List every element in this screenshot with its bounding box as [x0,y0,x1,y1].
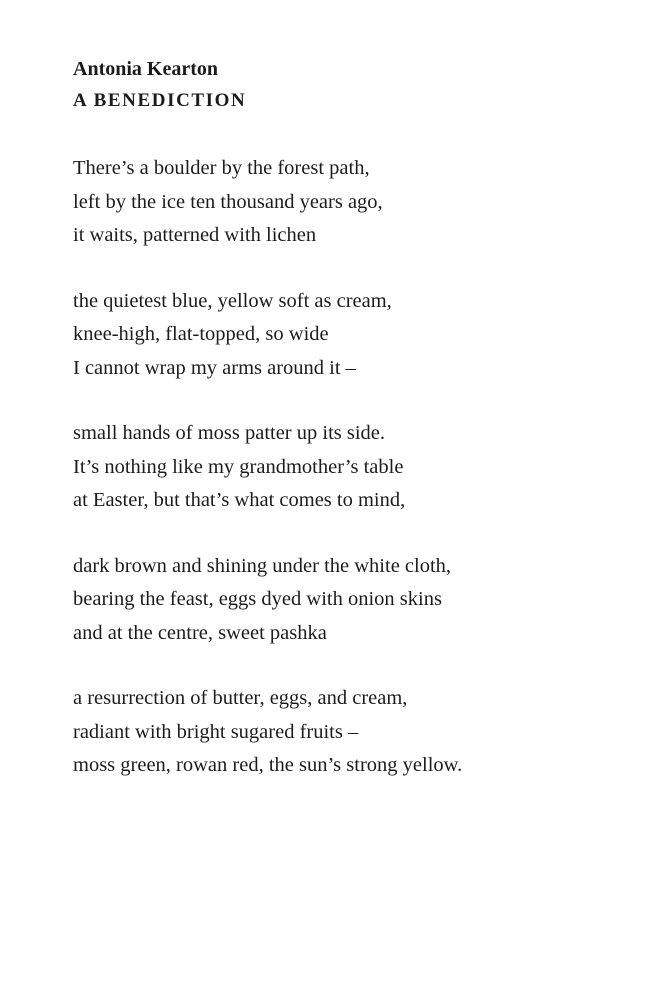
poem-line: moss green, rowan red, the sun’s strong yellow. [73,754,463,776]
poem-line: at Easter, but that’s what comes to mind, [73,489,406,511]
poem-line: There’s a boulder by the forest path, [73,157,370,179]
stanza-5 [73,682,643,783]
poem-line: the quietest blue, yellow soft as cream, [73,289,392,312]
poem-line: small hands of moss patter up its side. [73,422,386,444]
poem-line: knee-high, flat-topped, so wide [73,323,329,345]
stanza-1 [73,152,643,253]
poem-line: it waits, patterned with lichen [73,224,317,246]
poem-line: I cannot wrap my arms around it – [73,356,356,379]
poem-line: and at the centre, sweet pashka [73,621,327,644]
poem-body [73,152,643,783]
poem-line: dark brown and shining under the white cloth, [73,554,452,577]
stanza-3 [73,417,643,518]
poem-title: A BENEDICTION [73,90,247,111]
poem-line: a resurrection of butter, eggs, and cream, [73,687,408,709]
author-name: Antonia Kearton [73,58,218,80]
stanza-2 [73,285,643,386]
poem-line: It’s nothing like my grandmother’s table [73,455,404,478]
poem-page [73,56,643,815]
poem-line: bearing the feast, eggs dyed with onion skins [73,588,442,610]
poem-line: left by the ice ten thousand years ago, [73,190,383,213]
poem-line: radiant with bright sugared fruits – [73,720,359,743]
stanza-4 [73,550,643,651]
